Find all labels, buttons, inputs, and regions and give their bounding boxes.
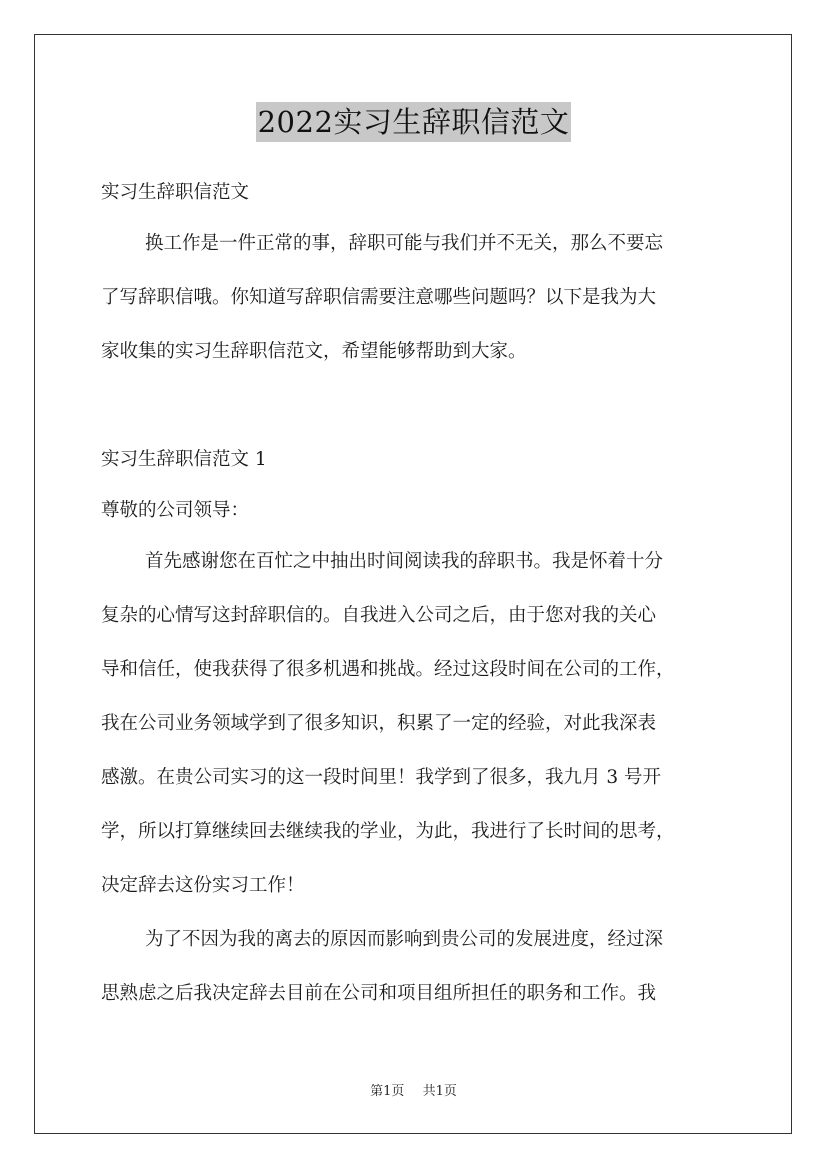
paragraph1-line: 我在公司业务领域学到了很多知识，积累了一定的经验，对此我深表 bbox=[101, 713, 657, 734]
paragraph1-line: 导和信任，使我获得了很多机遇和挑战。经过这段时间在公司的工作， bbox=[101, 659, 675, 680]
salutation: 尊敬的公司领导： bbox=[101, 500, 250, 521]
paragraph1-line: 学，所以打算继续回去继续我的学业，为此，我进行了长时间的思考， bbox=[101, 821, 675, 842]
intro-line: 了写辞职信哦。你知道写辞职信需要注意哪些问题吗？以下是我为大 bbox=[101, 287, 657, 308]
page-number: 第1页 bbox=[370, 1084, 405, 1099]
intro-heading: 实习生辞职信范文 bbox=[101, 182, 250, 203]
page-footer bbox=[0, 1082, 827, 1102]
paragraph1-line: 首先感谢您在百忙之中抽出时间阅读我的辞职书。我是怀着十分 bbox=[145, 551, 664, 572]
intro-line: 换工作是一件正常的事，辞职可能与我们并不无关，那么不要忘 bbox=[145, 233, 664, 254]
page-total: 共1页 bbox=[422, 1084, 457, 1099]
blank-spacer bbox=[101, 391, 741, 445]
section-heading: 实习生辞职信范文 1 bbox=[101, 449, 267, 470]
paragraph2-line: 思熟虑之后我决定辞去目前在公司和项目组所担任的职务和工作。我 bbox=[101, 983, 657, 1004]
intro-line: 家收集的实习生辞职信范文，希望能够帮助到大家。 bbox=[101, 341, 527, 362]
title-container bbox=[0, 102, 827, 142]
document-title: 2022实习生辞职信范文 bbox=[256, 102, 572, 142]
document-body bbox=[101, 178, 741, 1033]
paragraph1-line: 复杂的心情写这封辞职信的。自我进入公司之后，由于您对我的关心 bbox=[101, 605, 657, 626]
paragraph1-line: 感激。在贵公司实习的这一段时间里！我学到了很多，我九月 3 号开 bbox=[101, 767, 662, 788]
paragraph2-line: 为了不因为我的离去的原因而影响到贵公司的发展进度，经过深 bbox=[145, 929, 664, 950]
paragraph1-line: 决定辞去这份实习工作！ bbox=[101, 875, 305, 896]
